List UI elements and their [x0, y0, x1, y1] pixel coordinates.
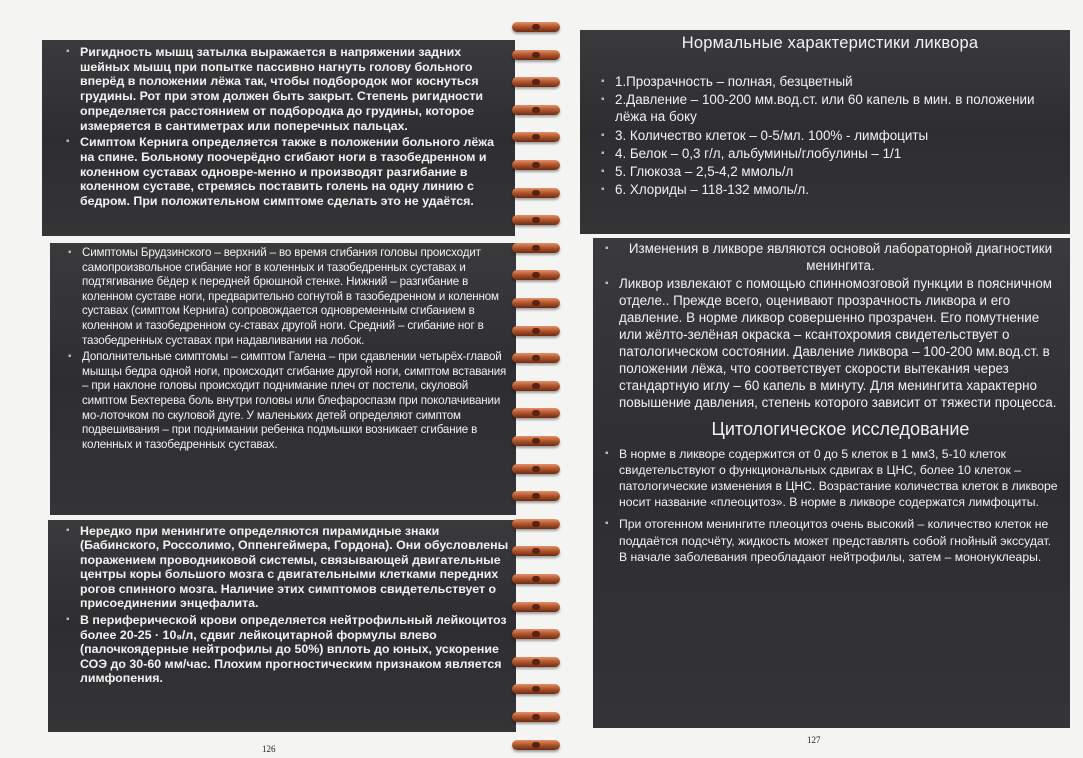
binding-coil: [512, 353, 560, 363]
binding-coil: [512, 243, 560, 253]
page-number-right: 127: [807, 735, 821, 745]
csf-item-cell-count: ▪ 3. Количество клеток – 0-5/мл. 100% - лимфоциты: [615, 127, 1060, 144]
binding-coil: [512, 77, 560, 87]
binding-coil: [512, 491, 560, 501]
binding-coil: [512, 270, 560, 280]
binding-coil: [512, 574, 560, 584]
csf-item-transparency: ▪ 1.Прозрачность – полная, безцветный: [615, 73, 1060, 90]
binding-coil: [512, 105, 560, 115]
bullet-lumbar-puncture: ▪ Ликвор извлекают с помощью спинномозговой пункции в поясничном отделе.. Прежде всего, оценивают прозрачность ликвора и его давление. В норме ликвор совершенно прозрачен. Его помутнение или жёлто-зелёная окраска – ксантохромия свидетельствует о патологическом состоянии. Давление ликвора – 100-200 мм.вод.ст. в положении лёжа, что соответствует скорости вытекания через стандартную иглу – 60 капель в минуту. Для менингита характерно повышение давления, степень которого зависит от тяжести процесса.: [619, 276, 1062, 411]
bullet-pyramidal-signs: ▪ Нередко при менингите определяются пирамидные знаки (Бабинского, Россолимо, Оппенгеймера, Гордона). Они обусловлены поражением проводниковой системы, связывающей двигательные центры коры большого мозга с двигательными клетками передних рогов спинного мозга. Наличие этих симптомов свидетельствует о присоединении энцефалита.: [80, 524, 510, 610]
csf-item-protein: ▪ 4. Белок – 0,3 г/л, альбумины/глобулины – 1/1: [615, 145, 1060, 162]
slide-csf-diagnostics-cytology: [593, 238, 1070, 728]
binding-coil: [512, 326, 560, 336]
binding-coil: [512, 132, 560, 142]
binding-coil: [512, 712, 560, 722]
bullet-kernig-sign: ▪ Симптом Кернига определяется также в положении больного лёжа на спине. Больному поочерёдно сгибают ноги в тазобедренном и коленном суставах одновре-менно и производят разгибание в коленном суставе, стремясь поставить голень на одну линию с бедром. При положительном симптоме сделать это не удаётся.: [80, 135, 509, 209]
intro-csf-changes: ▪ Изменения в ликворе являются основой лабораторной диагностики менингита.: [619, 241, 1062, 274]
binding-coil: [512, 22, 560, 32]
right-page: [565, 0, 1083, 758]
binding-coil: [512, 381, 560, 391]
bullet-peripheral-blood: ▪ В периферической крови определяется нейтрофильный лейкоцитоз более 20-25 · 10₉/л, сдвиг лейкоцитарной формулы влево (палочкоядерные нейтрофилы до 50%) вплоть до юных, ускорение СОЭ до 30-60 мм/час. Плохим прогностическим признаком является лимфопения.: [80, 613, 510, 685]
binding-coil: [512, 215, 560, 225]
slide-brudzinski-signs: [50, 243, 516, 515]
page-number-left: 126: [262, 744, 276, 754]
binding-coil: [512, 188, 560, 198]
slide-title-csf-normal: Нормальные характеристики ликвора: [681, 34, 979, 52]
spiral-binding: [508, 0, 564, 758]
slide-csf-normal-characteristics: [580, 30, 1070, 234]
binding-coil: [512, 50, 560, 60]
bullet-brudzinski: ▪ Симптомы Брудзинского – верхний – во время сгибания головы происходит самопроизвольное сгибание ног в коленных и тазобедренных суставах и подтягивание бёдер к передней брюшной стенке. Нижний – разгибание в коленном суставе ноги, предварительно согнутой в тазобедренном и коленном суставах (симптом Кернига) сопровождается одновременным сгибанием в коленном и тазобедренном су-ставах другой ноги. Средний – сгибание ног в тазобедренных суставах при надавливании на лобок.: [82, 246, 508, 348]
binding-coil: [512, 298, 560, 308]
bullet-cell-norm: ▪ В норме в ликворе содержится от 0 до 5 клеток в 1 мм3, 5-10 клеток свидетельствуют о функциональных сдвигах в ЦНС, более 10 клеток – патологические изменения в ЦНС. Возрастание количества клеток в ликворе носит название «плеоцитоз». В норме в ликворе содержатся лимфоциты.: [619, 446, 1062, 511]
slide-pyramidal-signs-blood: [48, 520, 516, 732]
binding-coil: [512, 408, 560, 418]
bullet-neck-rigidity: ▪ Ригидность мышц затылка выражается в напряжении задних шейных мышц при попытке пассивно нагнуть голову больного вперёд в положении лёжа так, чтобы подбородок мог коснуться грудины. Рот при этом должен быть закрыт. Степень ригидности определяется расстоянием от подбородка до грудины, которое измеряется в сантиметрах или поперечных пальцах.: [80, 45, 509, 133]
bullet-additional-signs: ▪ Дополнительные симптомы – симптом Галена – при сдавлении четырёх-главой мышцы бедра одной ноги, происходит сгибание другой ноги, симптом вставания – при наклоне головы происходит поднимание плеч от постели, скуловой симптом Бехтерева боль внутри головы или блефароспазм при поколачивании мо-лоточком по скуловой дуге. У маленьких детей определяют симптом подвешивания – при поднимании ребенка подмышки возникает сгибание в коленных и тазобедренных суставах.: [82, 350, 508, 452]
binding-coil: [512, 546, 560, 556]
binding-coil: [512, 436, 560, 446]
section-title-cytology: Цитологическое исследование: [711, 418, 970, 439]
csf-item-chlorides: ▪ 6. Хлориды – 118-132 ммоль/л.: [615, 181, 1060, 198]
binding-coil: [512, 629, 560, 639]
slide-neck-rigidity-kernig: [42, 40, 515, 236]
binding-coil: [512, 602, 560, 612]
bullet-otogenic-meningitis: ▪ При отогенном менингите плеоцитоз очень высокий – количество клеток не поддаётся подсчёту, жидкость может представлять собой гнойный экссудат. В начале заболевания преобладают нейтрофилы, затем – мононуклеары.: [619, 516, 1062, 565]
csf-item-glucose: ▪ 5. Глюкоза – 2,5-4,2 ммоль/л: [615, 163, 1060, 180]
binding-coil: [512, 740, 560, 750]
binding-coil: [512, 519, 560, 529]
binding-coil: [512, 657, 560, 667]
binding-coil: [512, 684, 560, 694]
binding-coil: [512, 464, 560, 474]
left-page: [0, 0, 520, 758]
csf-item-pressure: ▪ 2.Давление – 100-200 мм.вод.ст. или 60 капель в мин. в положении лёжа на боку: [615, 91, 1060, 125]
binding-coil: [512, 160, 560, 170]
